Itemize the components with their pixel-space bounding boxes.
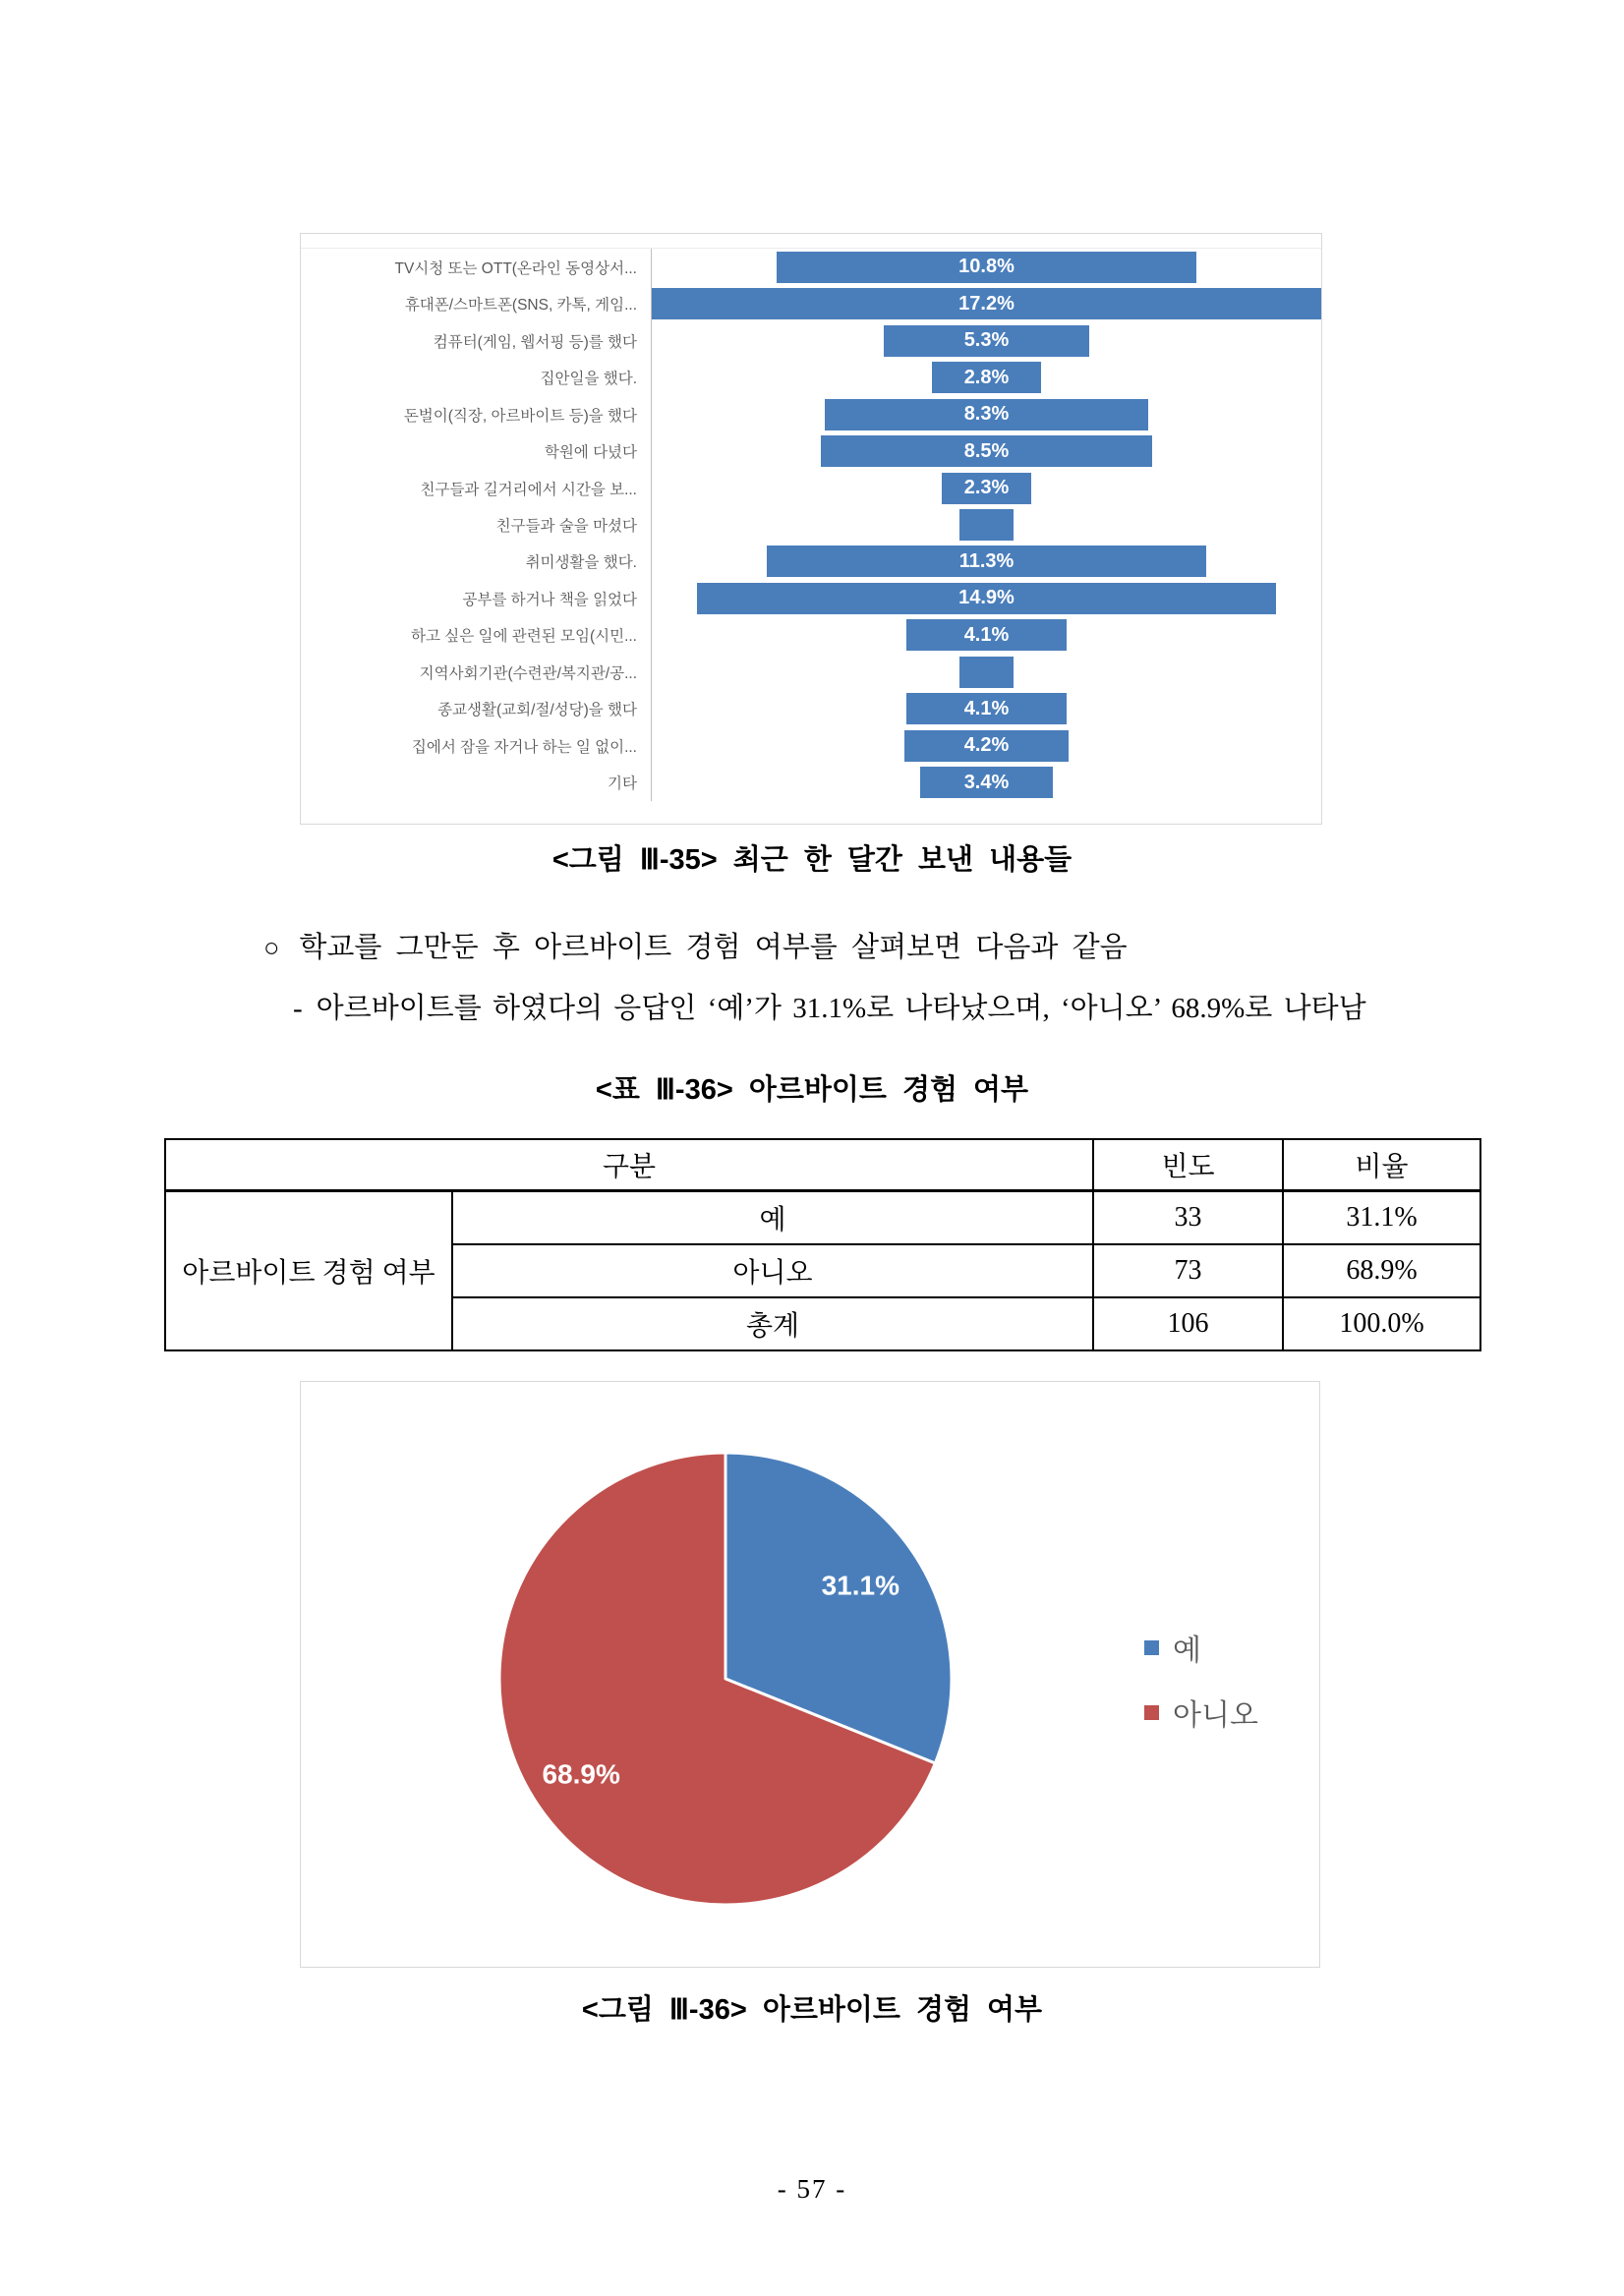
bar (906, 693, 1066, 724)
table-row (165, 1191, 1480, 1245)
bar-value-label: 11.3% (958, 549, 1015, 572)
bar-row (301, 506, 1321, 543)
legend-swatch-icon (1144, 1705, 1159, 1720)
bar-row (301, 654, 1321, 690)
dash-symbol: - (293, 993, 303, 1024)
bar (906, 619, 1066, 651)
bar-plot-area (651, 249, 1321, 285)
bar-plot-area (651, 322, 1321, 359)
bar (959, 657, 1014, 688)
bar-row (301, 285, 1321, 321)
bar-value-label: 2.8% (963, 366, 1010, 388)
experience-table (164, 1138, 1481, 1351)
bar-row (301, 470, 1321, 506)
bar-plot-area (651, 432, 1321, 469)
bar-category-label: 지역사회기관(수련관/복지관/공... (419, 664, 637, 682)
bar-row (301, 544, 1321, 580)
table-header-bindo: 빈도 (1093, 1139, 1283, 1191)
bar (767, 545, 1206, 577)
table-cell: 예 (452, 1191, 1093, 1245)
bar-row (301, 580, 1321, 616)
bar-value-label: 8.3% (963, 403, 1010, 426)
table-header-gubun: 구분 (165, 1139, 1093, 1191)
bar-category-label: 취미생활을 했다. (525, 554, 637, 572)
bar (942, 473, 1031, 504)
bar-chart-rows (301, 248, 1321, 801)
legend-label: 아니오 (1173, 1699, 1258, 1732)
bar-plot-area (651, 727, 1321, 764)
bar-category-label: 컴퓨터(게임, 웹서핑 등)를 했다 (433, 333, 637, 351)
table-cell: 31.1% (1283, 1191, 1480, 1245)
bar-plot-area (651, 359, 1321, 395)
bullet-paragraph (263, 925, 1128, 965)
bar-plot-area (651, 691, 1321, 727)
bar-row (301, 727, 1321, 764)
bar (920, 767, 1053, 798)
bar-plot-area (651, 654, 1321, 690)
bar-category-label: 돈벌이(직장, 아르바이트 등)을 했다 (403, 407, 637, 425)
bar (932, 362, 1041, 393)
bar-category-label: 하고 싶은 일에 관련된 모임(시민... (411, 628, 637, 646)
pie-legend (1144, 1626, 1258, 1734)
table-cell: 68.9% (1283, 1244, 1480, 1297)
bar-value-label: 10.8% (958, 256, 1015, 278)
bar-row (301, 359, 1321, 395)
bar (825, 399, 1148, 430)
pie-data-label: 68.9% (542, 1758, 620, 1790)
pie-data-label: 31.1% (821, 1570, 900, 1601)
table-cell: 총계 (452, 1297, 1093, 1350)
bar-plot-area (651, 544, 1321, 580)
bar-category-label: 집에서 잠을 자거나 하는 일 없이... (411, 738, 637, 756)
bullet-symbol: ○ (263, 933, 280, 962)
bar-category-label: 기타 (608, 775, 637, 793)
legend-item (1144, 1626, 1258, 1669)
bar-plot-area (651, 765, 1321, 801)
figure-35-caption: <그림 Ⅲ-35> 최근 한 달간 보낸 내용들 (551, 844, 1073, 876)
table-cell: 73 (1093, 1244, 1283, 1297)
bar (652, 288, 1321, 319)
bar-category-label: 친구들과 길거리에서 시간을 보... (420, 481, 637, 498)
legend-swatch-icon (1144, 1640, 1159, 1655)
bar-chart-figure-35 (300, 233, 1322, 825)
table-header-biyul: 비율 (1283, 1139, 1480, 1191)
table-36-caption: <표 Ⅲ-36> 아르바이트 경험 여부 (595, 1074, 1029, 1106)
bar-category-label: 친구들과 술을 마셨다 (495, 518, 637, 536)
bullet-text: 학교를 그만둔 후 아르바이트 경험 여부를 살펴보면 다음과 같음 (299, 932, 1128, 963)
bar-value-label: 5.3% (963, 329, 1010, 352)
dash-text: 아르바이트를 하였다의 응답인 ‘예’가 31.1%로 나타났으며, ‘아니오’ 68.9%로 나타남 (316, 993, 1366, 1024)
bar (959, 509, 1014, 541)
table-cell: 33 (1093, 1191, 1283, 1245)
bar-plot-area (651, 617, 1321, 654)
bar-plot-area (651, 470, 1321, 506)
table-cell: 아니오 (452, 1244, 1093, 1297)
bar-plot-area (651, 285, 1321, 321)
bar (777, 252, 1197, 283)
bar-plot-area (651, 396, 1321, 432)
legend-label: 예 (1173, 1635, 1201, 1667)
bar-row (301, 691, 1321, 727)
bar-category-label: 공부를 하거나 책을 읽었다 (462, 591, 637, 608)
pie-chart-figure-36 (300, 1381, 1320, 1968)
bar-value-label: 4.1% (963, 623, 1010, 646)
bar-value-label: 3.4% (963, 771, 1010, 793)
bar-category-label: 학원에 다녔다 (544, 444, 637, 462)
figure-36-caption: <그림 Ⅲ-36> 아르바이트 경험 여부 (581, 1994, 1043, 2026)
bar-value-label: 14.9% (958, 587, 1015, 609)
bar-row (301, 432, 1321, 469)
bar-category-label: 집안일을 했다. (540, 371, 637, 388)
bar-row (301, 322, 1321, 359)
table-body (165, 1191, 1480, 1351)
bar-category-label: 종교생활(교회/절/성당)을 했다 (437, 702, 637, 719)
bar-value-label: 4.1% (963, 697, 1010, 719)
bar-plot-area (651, 580, 1321, 616)
table-cell: 100.0% (1283, 1297, 1480, 1350)
bar-value-label: 17.2% (958, 292, 1015, 315)
bar-row (301, 396, 1321, 432)
table-cell: 106 (1093, 1297, 1283, 1350)
table-group-label: 아르바이트 경험 여부 (165, 1191, 452, 1351)
bar-value-label: 2.3% (963, 477, 1010, 499)
page-number: - 57 - (777, 2174, 847, 2204)
bar (904, 730, 1068, 762)
bar-value-label: 4.2% (963, 734, 1010, 757)
bar-plot-area (651, 506, 1321, 543)
bar-row (301, 249, 1321, 285)
bar (821, 435, 1152, 467)
dash-paragraph (293, 986, 1366, 1026)
bar-category-label: TV시청 또는 OTT(온라인 동영상서... (394, 259, 637, 277)
bar (884, 325, 1090, 357)
legend-item (1144, 1691, 1258, 1734)
table-header-row (165, 1139, 1480, 1191)
bar-value-label: 8.5% (963, 439, 1010, 462)
bar-row (301, 765, 1321, 801)
bar-row (301, 617, 1321, 654)
bar (697, 583, 1277, 614)
bar-category-label: 휴대폰/스마트폰(SNS, 카톡, 게임... (404, 297, 637, 315)
